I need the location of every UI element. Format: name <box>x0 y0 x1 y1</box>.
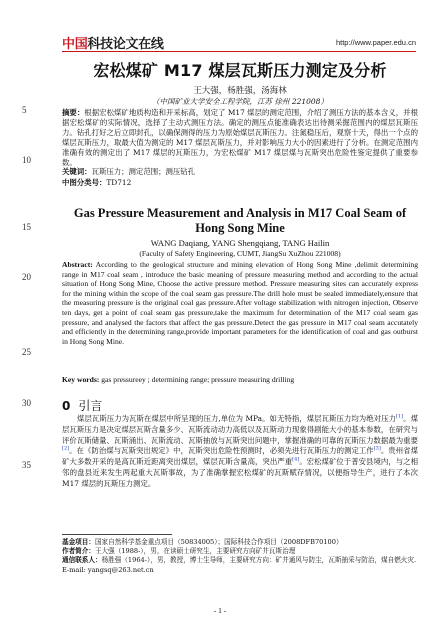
section-number: 0 <box>62 399 71 413</box>
intro-text-3: 。在《防治煤与瓦斯突出规定》中，瓦斯突出危险性预测时，必须先进行瓦斯压力的测定工作 <box>69 446 374 456</box>
line-number-15: 15 <box>22 222 31 232</box>
line-number-30: 30 <box>22 398 31 408</box>
chinese-abstract-text: 根据宏松煤矿地质构造和开采标高，划定了 M17 煤层的测定范围，介绍了测压方法的基本含义，并根据宏松煤矿的实际情况，选择了主动式测压方法。确定的测压点能准确表达出待测采掘范围内的煤层瓦斯压力。钻孔打好之后立即封孔，以确保测得的压力为原始煤层瓦斯压力。注氮稳压后，观察十天，得出一个点的煤层瓦斯压力，取最大值为测定的 M17 煤层瓦斯压力，并对影响压力大小的因素进行了分析。在测定范围内准确有效的测定出了 M17 煤层的瓦斯压力，为宏松煤矿 M17 煤层煤与瓦斯突出危险性鉴定提供了重要参数。 <box>62 108 418 167</box>
intro-text-2: 。煤层瓦斯压力是决定煤层瓦斯含量多少、瓦斯流动动力高低以及瓦斯动力现象得剧能大小的基本参数，在研究与评价瓦斯储量、瓦斯涌出、瓦斯流动、瓦斯抽放与瓦斯突出问题中，掌握准确的可靠的瓦斯压力数据最为重要 <box>62 414 418 445</box>
page-number: - 1 - <box>213 606 227 615</box>
footnote-correspondence <box>62 556 418 574</box>
reference-link-3[interactable]: [3] <box>373 445 381 452</box>
intro-text-1: 煤层瓦斯压力为瓦斯在煤层中所呈现的压力,单位为 MPa。如无特指，煤层瓦斯压力均为绝对压力 <box>77 414 397 423</box>
funding-text: 国家自然科学基金重点项目（50834005）；国际科技合作项目（2008DFB70100） <box>94 538 343 546</box>
line-number-25: 25 <box>22 347 31 357</box>
english-abstract-label: Abstract: <box>62 260 93 269</box>
chinese-keywords <box>62 167 418 177</box>
reference-link-4[interactable]: [4] <box>292 456 300 463</box>
page-header <box>0 0 440 52</box>
classification-text: TD712 <box>106 178 132 187</box>
english-abstract <box>62 260 418 346</box>
chinese-keywords-label: 关键词： <box>62 167 92 176</box>
intro-text-5: 。宏松煤矿位于普安县境内，与之相邻的盘县近来发生两起重大瓦斯事故，为了准确掌握宏松煤矿的瓦斯赋存情况，以便指导生产，进行了本次 M17 煤层的瓦斯压力测定。 <box>62 457 418 488</box>
english-keywords <box>62 375 418 385</box>
site-logo <box>62 33 164 52</box>
author-bio-text: 王大强（1988-），男，在读硕士研究生，主要研究方向矿井瓦斯治理 <box>94 547 296 556</box>
correspondence-label: 通信联系人： <box>62 556 102 565</box>
logo-rest-part: 科技论文在线 <box>87 37 164 52</box>
site-url[interactable]: http://www.paper.edu.cn <box>335 38 416 47</box>
english-title: Gas Pressure Measurement and Analysis in M17 Coal Seam of Hong Song Mine <box>73 206 407 235</box>
chinese-keywords-text: 瓦斯压力；测定范围；测压钻孔 <box>91 167 196 176</box>
funding-label: 基金项目： <box>62 538 95 546</box>
chinese-abstract <box>62 108 418 168</box>
chinese-abstract-label: 摘要： <box>62 108 85 117</box>
author-bio-label: 作者简介： <box>62 547 95 556</box>
english-affiliation: (Faculty of Safety Engineering, CUMT, JiangSu XuZhou 221008) <box>139 249 341 258</box>
english-keywords-label: Key words: <box>62 375 100 384</box>
english-abstract-text: According to the geological structure and mining elevation of Hong Song Mine ,delimit determining range in M17 coal seam , introduce the basic meaning of pressure measuring method and according to the actual situation of Hong Song Mine, Choose the active pressure method. Pressure measuring sites can accurately express for the mining within the scope of the coal seam gas pressure.The drill hole must be sealed immediately,ensure that the measuring pressure is the original coal gas pressure.After voltage stabilization with nitrogen injection, Observe ten days, get a point of coal seam gas pressure,take the maximum for determination of the M17 coal seam gas pressure, and analysed the factors that affect the gas pressure.Detect the gas pressure in M17 coal seam accutately and efficiently in the determining range,provide important parameters for the identification of coal and gas outburst in Hong Song Mine. <box>62 260 418 346</box>
section-heading-introduction <box>62 397 102 414</box>
line-number-10: 10 <box>22 155 31 165</box>
chinese-authors: 王大强，杨胜强，汤海林 <box>193 86 287 96</box>
classification-label: 中图分类号： <box>62 178 107 187</box>
reference-link-2[interactable]: [2] <box>62 445 70 452</box>
line-number-20: 20 <box>22 272 31 282</box>
classification-number <box>62 178 418 188</box>
chinese-title: 宏松煤矿 M17 煤层瓦斯压力测定及分析 <box>93 61 387 80</box>
english-keywords-text: gas pressureey ; determining range; pressure measuring drilling <box>101 375 295 384</box>
correspondence-text: 杨胜强（1964-），男，教授，博士生导师，主要研究方向：矿井通风与防尘，瓦斯抽采与防治，煤自燃火灾. E-mail: yangsq@263.net.cn <box>62 556 417 574</box>
line-number-5: 5 <box>22 105 27 115</box>
introduction-paragraph <box>62 414 418 490</box>
header-divider <box>62 51 416 52</box>
section-title: 引言 <box>78 399 103 413</box>
footnote-divider <box>62 534 172 535</box>
english-authors: WANG Daqiang, YANG Shengqiang, TANG Hailin <box>150 238 330 248</box>
footnotes <box>62 538 418 575</box>
intro-text-4: 。贵州省煤矿大多数开采的是高瓦斯近距离突出煤层，煤层瓦斯含量高，突出严重 <box>62 446 418 467</box>
chinese-affiliation: （中国矿业大学安全工程学院，江苏 徐州 221008） <box>152 97 328 106</box>
logo-red-part: 中国 <box>62 37 88 52</box>
footnote-funding <box>62 538 418 547</box>
reference-link-1[interactable]: [1] <box>396 413 404 420</box>
line-number-35: 35 <box>22 460 31 470</box>
